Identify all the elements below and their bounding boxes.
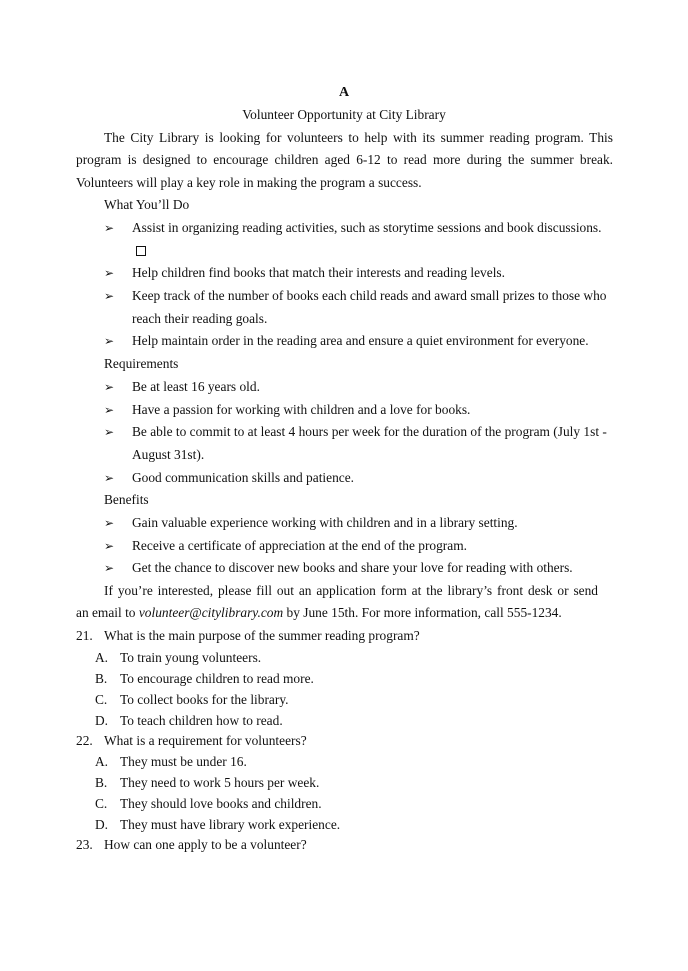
option-letter: C. xyxy=(95,692,108,707)
list-item-text: Keep track of the number of books each child reads and award small prizes to those who reach their reading goals. xyxy=(132,288,607,326)
list-item-text: Be at least 16 years old. xyxy=(132,379,260,394)
apply-text-pre: an email to xyxy=(76,605,139,620)
option-text: To train young volunteers. xyxy=(120,650,262,665)
list-item-text: Gain valuable experience working with children and in a library setting. xyxy=(132,515,518,530)
apply-line-2 xyxy=(76,604,562,622)
list-item-text: Help children find books that match their interests and reading levels. xyxy=(132,265,505,280)
question-text: What is a requirement for volunteers? xyxy=(104,733,307,748)
heading-benefits: Benefits xyxy=(104,492,149,507)
option-letter: D. xyxy=(95,713,109,728)
option-text: They must have library work experience. xyxy=(120,817,341,832)
arrow-bullet-icon: ➢ xyxy=(104,539,115,553)
option-letter: A. xyxy=(95,650,109,665)
question-text: What is the main purpose of the summer reading program? xyxy=(104,628,420,643)
option-text: To encourage children to read more. xyxy=(120,671,314,686)
intro-line-3: Volunteers will play a key role in making the program a success. xyxy=(76,175,422,190)
list-item-text: Get the chance to discover new books and share your love for reading with others. xyxy=(132,560,573,575)
list-item-text: Receive a certificate of appreciation at the end of the program. xyxy=(132,538,467,553)
option-letter: A. xyxy=(95,754,109,769)
option-letter: C. xyxy=(95,796,108,811)
option-letter: B. xyxy=(95,671,108,686)
intro-line-2: program is designed to encourage children aged 6-12 to read more during the summer break. xyxy=(76,152,613,167)
arrow-bullet-icon: ➢ xyxy=(104,471,115,485)
list-item-text: Be able to commit to at least 4 hours per week for the duration of the program (July 1st - August 31st). xyxy=(132,424,607,462)
arrow-bullet-icon: ➢ xyxy=(104,516,115,530)
apply-text-post: by June 15th. For more information, call 555-1234. xyxy=(283,605,562,620)
passage-title: Volunteer Opportunity at City Library xyxy=(242,107,446,122)
arrow-bullet-icon: ➢ xyxy=(104,403,115,417)
checkbox-square-icon xyxy=(136,246,146,256)
arrow-bullet-icon: ➢ xyxy=(104,289,115,303)
arrow-bullet-icon: ➢ xyxy=(104,334,115,348)
question-number: 21. xyxy=(76,628,93,643)
heading-what-youll-do: What You’ll Do xyxy=(104,197,190,212)
list-item-text: Assist in organizing reading activities, such as storytime sessions and book discussions. xyxy=(132,220,602,235)
question-text: How can one apply to be a volunteer? xyxy=(104,837,307,852)
arrow-bullet-icon: ➢ xyxy=(104,380,115,394)
section-letter: A xyxy=(338,85,350,100)
question-number: 22. xyxy=(76,733,93,748)
list-item-text: Good communication skills and patience. xyxy=(132,470,355,485)
apply-line-1: If you’re interested, please fill out an application form at the library’s front desk or send xyxy=(104,583,598,598)
email-link[interactable]: volunteer@citylibrary.com xyxy=(138,605,284,620)
question-number: 23. xyxy=(76,837,93,852)
heading-requirements: Requirements xyxy=(104,356,179,371)
option-text: They must be under 16. xyxy=(120,754,247,769)
intro-line-1: The City Library is looking for volunteers to help with its summer reading program. This xyxy=(104,130,613,145)
option-text: They need to work 5 hours per week. xyxy=(120,775,320,790)
option-letter: D. xyxy=(95,817,109,832)
arrow-bullet-icon: ➢ xyxy=(104,561,115,575)
arrow-bullet-icon: ➢ xyxy=(104,266,115,280)
list-item-text: Help maintain order in the reading area and ensure a quiet environment for everyone. xyxy=(132,333,589,348)
option-text: They should love books and children. xyxy=(120,796,322,811)
option-letter: B. xyxy=(95,775,108,790)
option-text: To collect books for the library. xyxy=(120,692,289,707)
arrow-bullet-icon: ➢ xyxy=(104,221,115,235)
list-item-text: Have a passion for working with children and a love for books. xyxy=(132,402,471,417)
option-text: To teach children how to read. xyxy=(120,713,283,728)
arrow-bullet-icon: ➢ xyxy=(104,425,115,439)
